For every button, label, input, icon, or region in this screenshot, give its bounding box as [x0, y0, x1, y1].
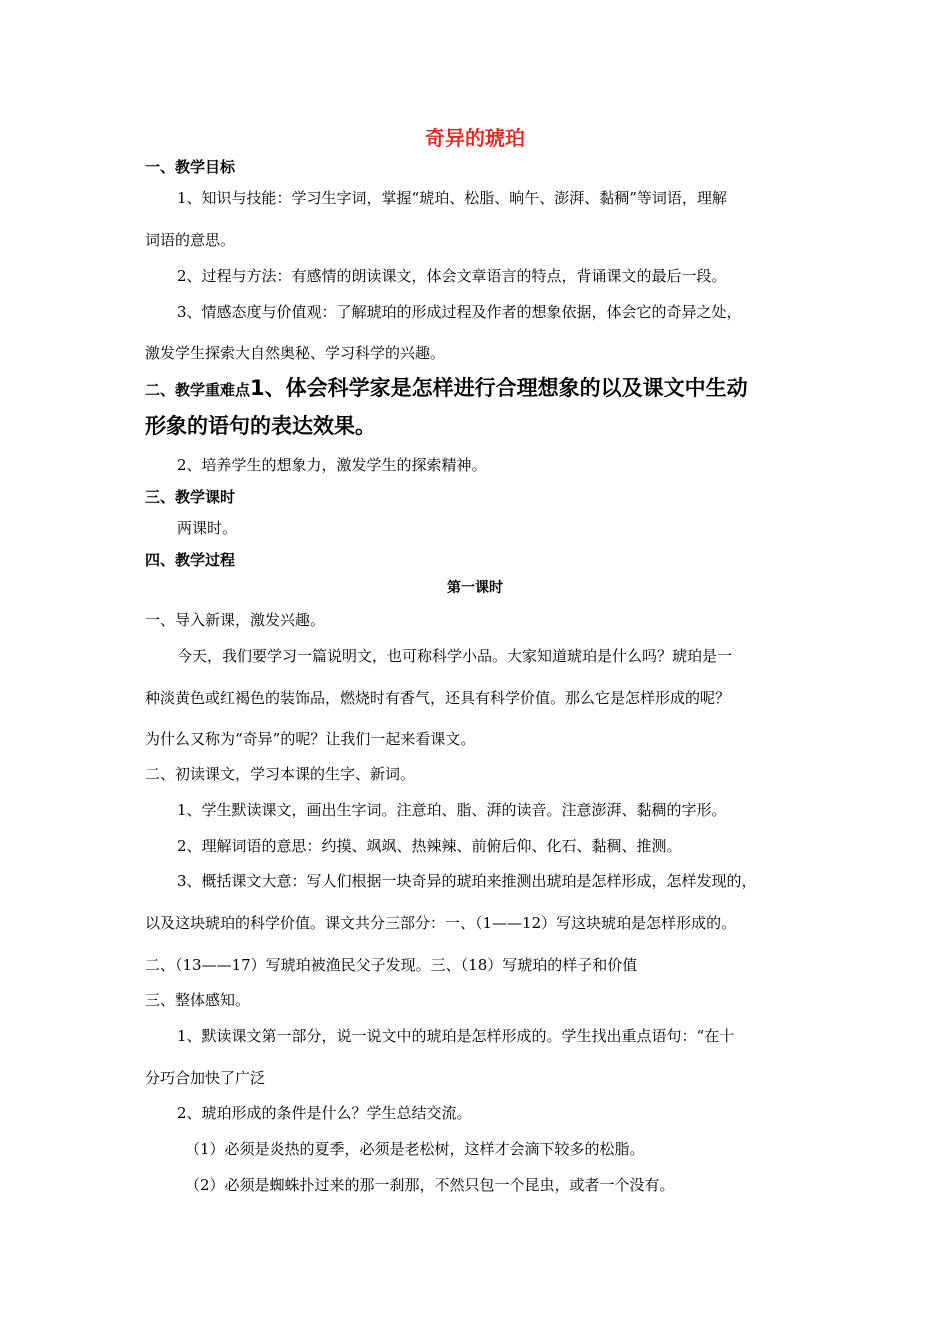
step-2-item-3-line-1: 3、概括课文大意：写人们根据一块奇异的琥珀来推测出琥珀是怎样形成，怎样发现的， [177, 872, 757, 890]
step-2-item-3-line-2: 以及这块琥珀的科学价值。课文共分三部分：一、（1——12）写这块琥珀是怎样形成的。 [145, 914, 737, 932]
section-heading-key-points: 二、教学重难点 [145, 381, 251, 399]
periods-text: 两课时。 [177, 519, 238, 537]
goal-3-line-1: 3、情感态度与价值观：了解琥珀的形成过程及作者的想象依据，体会它的奇异之处， [177, 303, 742, 321]
step-2-item-1: 1、学生默读课文，画出生字词。注意珀、脂、湃的读音。注意澎湃、黏稠的字形。 [177, 801, 727, 819]
step-3-item-1-line-1: 1、默读课文第一部分，说一说文中的琥珀是怎样形成的。学生找出重点语句：“在十 [177, 1027, 735, 1045]
goal-3-line-2: 激发学生探索大自然奥秘、学习科学的兴趣。 [145, 344, 446, 362]
step-1-paragraph-line-3: 为什么又称为“奇异”的呢？让我们一起来看课文。 [145, 730, 476, 748]
step-3-heading: 三、整体感知。 [145, 991, 251, 1009]
lesson-heading: 第一课时 [447, 580, 503, 596]
section-heading-periods: 三、教学课时 [145, 488, 236, 506]
step-2-heading: 二、初读课文，学习本课的生字、新词。 [145, 765, 416, 783]
step-2-item-2: 2、理解词语的意思：约摸、飒飒、热辣辣、前俯后仰、化石、黏稠、推测。 [177, 837, 682, 855]
step-3-condition-1: （1）必须是炎热的夏季，必须是老松树，这样才会滴下较多的松脂。 [185, 1140, 645, 1158]
step-2-item-3-line-3: 二、（13——17）写琥珀被渔民父子发现。三、（18）写琥珀的样子和价值 [145, 956, 638, 974]
goal-1-line-2: 词语的意思。 [145, 231, 236, 249]
goal-2: 2、过程与方法：有感情的朗读课文，体会文章语言的特点，背诵课文的最后一段。 [177, 267, 727, 285]
section-heading-goals: 一、教学目标 [145, 158, 236, 176]
step-3-item-2: 2、琥珀形成的条件是什么？学生总结交流。 [177, 1104, 472, 1122]
step-1-paragraph-line-1: 今天，我们要学习一篇说明文，也可称科学小品。大家知道琥珀是什么吗？琥珀是一 [177, 647, 733, 665]
step-3-condition-2: （2）必须是蜘蛛扑过来的那一刹那，不然只包一个昆虫，或者一个没有。 [185, 1176, 675, 1194]
goal-1-line-1: 1、知识与技能：学习生字词，掌握“琥珀、松脂、晌午、澎湃、黏稠”等词语，理解 [177, 189, 727, 207]
step-3-item-1-line-2: 分巧合加快了广泛 [145, 1069, 266, 1087]
section-heading-process: 四、教学过程 [145, 551, 236, 569]
key-point-1-part-2: 形象的语句的表达效果。 [145, 414, 376, 438]
key-point-1-part-1: 1、体会科学家是怎样进行合理想象的以及课文中生动 [250, 376, 748, 400]
step-1-paragraph-line-2: 种淡黄色或红褐色的装饰品，燃烧时有香气，还具有科学价值。那么它是怎样形成的呢？ [145, 689, 731, 707]
key-point-2: 2、培养学生的想象力，激发学生的探索精神。 [177, 456, 487, 474]
step-1-heading: 一、导入新课，激发兴趣。 [145, 611, 326, 629]
document-title: 奇异的琥珀 [425, 126, 525, 150]
key-points-line-1 [145, 373, 748, 405]
